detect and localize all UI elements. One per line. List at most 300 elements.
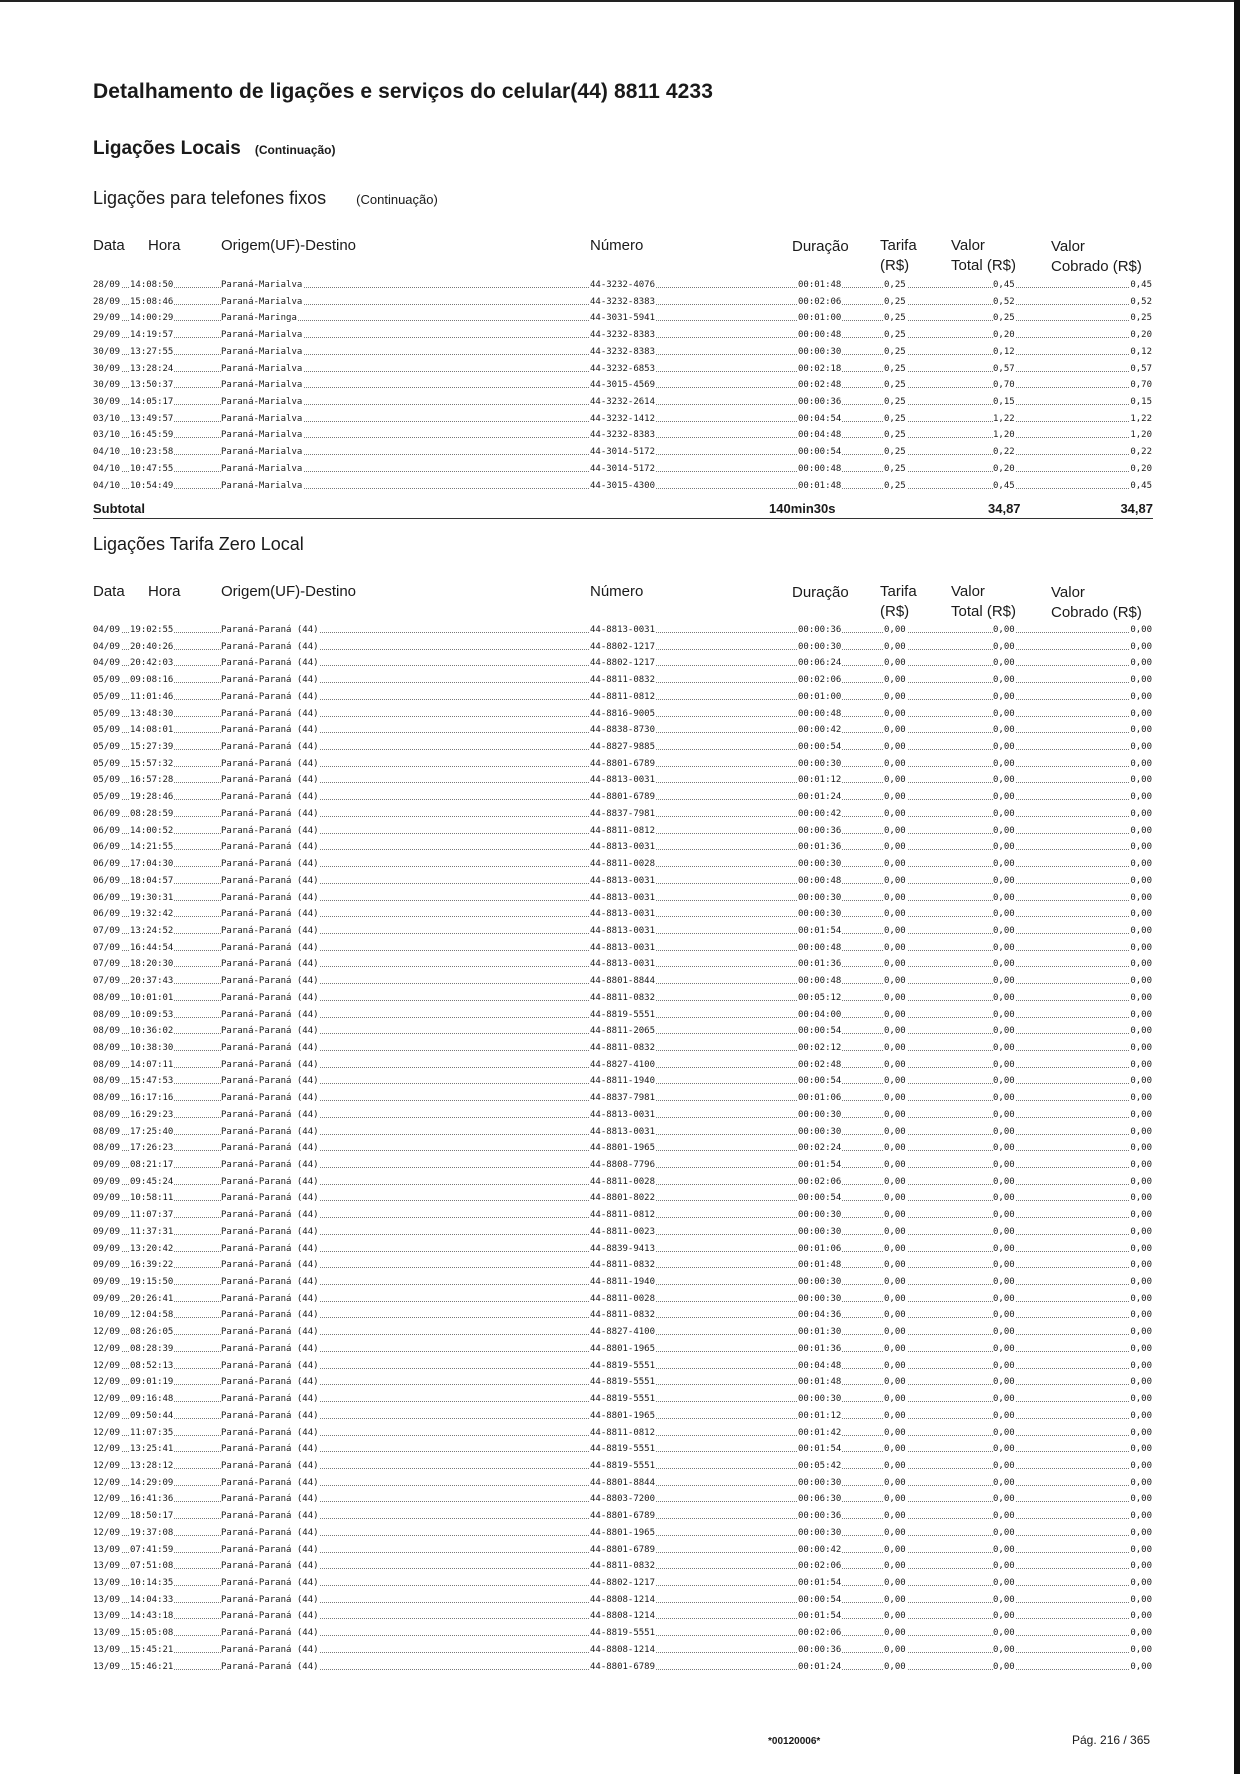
- cell-number: 44-8811-0812: [590, 825, 656, 836]
- cell-tariff: 0,00: [884, 1377, 906, 1388]
- cell-total: 0,57: [993, 363, 1015, 374]
- cell-time: 10:36:02: [130, 1026, 174, 1037]
- table-row: [93, 890, 1153, 907]
- cell-date: 12/09: [93, 1427, 121, 1438]
- cell-number: 44-8827-4100: [590, 1059, 656, 1070]
- cell-date: 03/10: [93, 413, 121, 424]
- cell-tariff: 0,00: [884, 1544, 906, 1555]
- cell-tariff: 0,25: [884, 430, 906, 441]
- cell-total: 0,25: [993, 313, 1015, 324]
- cell-tariff: 0,00: [884, 742, 906, 753]
- cell-tariff: 0,00: [884, 925, 906, 936]
- cell-charged: 0,00: [1130, 742, 1152, 753]
- table-row: [93, 1592, 1153, 1609]
- cell-date: 09/09: [93, 1243, 121, 1254]
- cell-date: 08/09: [93, 1109, 121, 1120]
- cell-date: 05/09: [93, 708, 121, 719]
- cell-number: 44-8811-2065: [590, 1026, 656, 1037]
- cell-time: 11:37:31: [130, 1226, 174, 1237]
- cell-date: 04/10: [93, 480, 121, 491]
- cell-time: 18:04:57: [130, 875, 174, 886]
- cell-time: 09:16:48: [130, 1394, 174, 1405]
- cell-charged: 0,00: [1130, 808, 1152, 819]
- cell-duration: 00:04:48: [798, 1360, 842, 1371]
- cell-duration: 00:04:48: [798, 430, 842, 441]
- cell-number: 44-3015-4300: [590, 480, 656, 491]
- cell-date: 05/09: [93, 725, 121, 736]
- cell-date: 05/09: [93, 742, 121, 753]
- cell-tariff: 0,00: [884, 959, 906, 970]
- cell-tariff: 0,00: [884, 1160, 906, 1170]
- cell-charged: 0,00: [1130, 1661, 1152, 1672]
- cell-duration: 00:04:54: [798, 413, 842, 424]
- cell-charged: 0,00: [1130, 825, 1152, 836]
- table-row: [93, 1140, 1153, 1157]
- cell-tariff: 0,25: [884, 363, 906, 374]
- cell-tariff: 0,00: [884, 792, 906, 803]
- cell-origin: Paraná-Paraná (44): [221, 708, 319, 719]
- cell-date: 08/09: [93, 1026, 121, 1037]
- table-row: [93, 956, 1153, 973]
- cell-total: 0,00: [993, 1327, 1015, 1338]
- cell-total: 0,00: [993, 992, 1015, 1003]
- cell-total: 0,00: [993, 1594, 1015, 1605]
- cell-time: 10:58:11: [130, 1193, 174, 1204]
- cell-time: 14:29:09: [130, 1477, 174, 1488]
- cell-charged: 0,00: [1130, 1126, 1152, 1137]
- cell-charged: 0,00: [1130, 675, 1152, 686]
- cell-time: 10:01:01: [130, 992, 174, 1003]
- cell-tariff: 0,00: [884, 1628, 906, 1639]
- cell-date: 10/09: [93, 1310, 121, 1321]
- cell-number: 44-8839-9413: [590, 1243, 656, 1254]
- cell-time: 19:15:50: [130, 1277, 174, 1288]
- cell-origin: Paraná-Paraná (44): [221, 1293, 319, 1304]
- cell-duration: 00:00:54: [798, 1594, 842, 1605]
- cell-tariff: 0,00: [884, 976, 906, 987]
- cell-origin: Paraná-Paraná (44): [221, 942, 319, 953]
- cell-charged: 0,00: [1130, 1042, 1152, 1053]
- cell-origin: Paraná-Paraná (44): [221, 691, 319, 702]
- table-row: [93, 1408, 1153, 1425]
- cell-duration: 00:01:48: [798, 280, 842, 290]
- tz-col-tarifa-1: Tarifa: [880, 583, 917, 600]
- cell-tariff: 0,25: [884, 413, 906, 424]
- cell-number: 44-8811-0832: [590, 1260, 656, 1271]
- cell-date: 12/09: [93, 1511, 121, 1522]
- table-row: [93, 739, 1153, 756]
- cell-origin: Paraná-Paraná (44): [221, 1611, 319, 1622]
- subtotal-duration: 140min30s: [769, 501, 836, 516]
- cell-number: 44-8811-1940: [590, 1277, 656, 1288]
- cell-charged: 0,00: [1130, 1444, 1152, 1455]
- cell-total: 0,00: [993, 859, 1015, 870]
- cell-date: 12/09: [93, 1394, 121, 1405]
- cell-tariff: 0,00: [884, 942, 906, 953]
- table-row: [93, 940, 1153, 957]
- cell-origin: Paraná-Paraná (44): [221, 992, 319, 1003]
- cell-total: 0,00: [993, 1176, 1015, 1187]
- cell-date: 29/09: [93, 313, 121, 324]
- cell-number: 44-8801-6789: [590, 1511, 656, 1522]
- table-row: [93, 1558, 1153, 1575]
- cell-date: 12/09: [93, 1377, 121, 1388]
- cell-origin: Paraná-Paraná (44): [221, 1377, 319, 1388]
- cell-total: 0,00: [993, 808, 1015, 819]
- table-row: [93, 1090, 1153, 1107]
- cell-origin: Paraná-Paraná (44): [221, 675, 319, 686]
- cell-date: 06/09: [93, 892, 121, 903]
- cell-time: 14:07:11: [130, 1059, 174, 1070]
- cell-tariff: 0,00: [884, 1277, 906, 1288]
- cell-duration: 00:02:06: [798, 1176, 842, 1187]
- table-row: [93, 1124, 1153, 1141]
- cell-charged: 0,00: [1130, 1594, 1152, 1605]
- cell-number: 44-8808-7796: [590, 1160, 656, 1170]
- cell-charged: 0,00: [1130, 1511, 1152, 1522]
- cell-time: 19:28:46: [130, 792, 174, 803]
- cell-origin: Paraná-Paraná (44): [221, 1143, 319, 1154]
- cell-total: 1,20: [993, 430, 1015, 441]
- cell-number: 44-3232-8383: [590, 330, 656, 341]
- cell-tariff: 0,00: [884, 1210, 906, 1221]
- table-row: [93, 973, 1153, 990]
- cell-charged: 0,00: [1130, 1310, 1152, 1321]
- cell-date: 06/09: [93, 859, 121, 870]
- cell-tariff: 0,00: [884, 1126, 906, 1137]
- cell-duration: 00:01:48: [798, 480, 842, 491]
- cell-number: 44-8803-7200: [590, 1494, 656, 1505]
- cell-date: 08/09: [93, 1126, 121, 1137]
- cell-duration: 00:01:42: [798, 1427, 842, 1438]
- page-title: Detalhamento de ligações e serviços do celular(44) 8811 4233: [93, 80, 713, 103]
- col-numero: Número: [590, 237, 644, 254]
- cell-time: 16:29:23: [130, 1109, 174, 1120]
- col-data: Data: [93, 237, 125, 254]
- cell-time: 10:14:35: [130, 1577, 174, 1588]
- cell-number: 44-3232-8383: [590, 430, 656, 441]
- table-row: [93, 689, 1153, 706]
- cell-charged: 0,00: [1130, 1410, 1152, 1421]
- fixos-title-text: Ligações para telefones fixos: [93, 188, 327, 208]
- table-row: [93, 923, 1153, 940]
- cell-duration: 00:00:30: [798, 859, 842, 870]
- cell-total: 0,00: [993, 1026, 1015, 1037]
- cell-number: 44-8811-0832: [590, 1310, 656, 1321]
- cell-duration: 00:00:30: [798, 892, 842, 903]
- cell-total: 0,00: [993, 1226, 1015, 1237]
- table-row: [93, 1040, 1153, 1057]
- cell-tariff: 0,00: [884, 1644, 906, 1655]
- tz-col-valor-cobrado-1: Valor: [1051, 584, 1085, 601]
- cell-total: 0,00: [993, 691, 1015, 702]
- table-row: [93, 1508, 1153, 1525]
- cell-origin: Paraná-Paraná (44): [221, 1093, 319, 1104]
- tz-col-hora: Hora: [148, 583, 181, 600]
- page-number: Pág. 216 / 365: [1072, 1733, 1151, 1747]
- cell-origin: Paraná-Paraná (44): [221, 1544, 319, 1555]
- cell-date: 04/09: [93, 658, 121, 669]
- cell-number: 44-8811-0028: [590, 1176, 656, 1187]
- cell-number: 44-8801-8844: [590, 976, 656, 987]
- cell-total: 0,00: [993, 1059, 1015, 1070]
- cell-duration: 00:00:30: [798, 1226, 842, 1237]
- table-row: [93, 1023, 1153, 1040]
- cell-duration: 00:02:24: [798, 1143, 842, 1154]
- tarifa-zero-table: [93, 622, 1153, 1675]
- cell-tariff: 0,00: [884, 1661, 906, 1672]
- cell-tariff: 0,25: [884, 397, 906, 408]
- cell-time: 14:19:57: [130, 330, 174, 341]
- cell-origin: Paraná-Paraná (44): [221, 1343, 319, 1354]
- cell-number: 44-8816-9005: [590, 708, 656, 719]
- cell-total: 0,00: [993, 1210, 1015, 1221]
- cell-tariff: 0,00: [884, 1310, 906, 1321]
- cell-date: 12/09: [93, 1494, 121, 1505]
- cell-time: 18:20:30: [130, 959, 174, 970]
- cell-tariff: 0,25: [884, 346, 906, 357]
- cell-number: 44-8827-9885: [590, 742, 656, 753]
- cell-time: 14:08:50: [130, 280, 174, 290]
- cell-date: 05/09: [93, 792, 121, 803]
- cell-date: 30/09: [93, 380, 121, 391]
- cell-origin: Paraná-Paraná (44): [221, 1661, 319, 1672]
- cell-duration: 00:00:30: [798, 1126, 842, 1137]
- cell-tariff: 0,00: [884, 1394, 906, 1405]
- cell-origin: Paraná-Paraná (44): [221, 725, 319, 736]
- subtotal-cobrado: 34,87: [1120, 501, 1153, 516]
- tz-col-valor-cobrado: [1051, 583, 1142, 623]
- table-row: [93, 1274, 1153, 1291]
- table-row: [93, 444, 1153, 461]
- cell-origin: Paraná-Paraná (44): [221, 909, 319, 920]
- cell-charged: 0,00: [1130, 1427, 1152, 1438]
- col-tarifa-1: Tarifa: [880, 237, 917, 254]
- cell-charged: 0,12: [1130, 346, 1152, 357]
- table-row: [93, 622, 1153, 639]
- cell-number: 44-8819-5551: [590, 1460, 656, 1471]
- cell-number: 44-8811-0812: [590, 1210, 656, 1221]
- cell-total: 0,00: [993, 1427, 1015, 1438]
- cell-total: 0,00: [993, 825, 1015, 836]
- cell-tariff: 0,25: [884, 313, 906, 324]
- table-row: [93, 1475, 1153, 1492]
- cell-time: 13:48:30: [130, 708, 174, 719]
- cell-time: 17:26:23: [130, 1143, 174, 1154]
- cell-total: 0,00: [993, 1042, 1015, 1053]
- cell-origin: Paraná-Paraná (44): [221, 1644, 319, 1655]
- cell-tariff: 0,00: [884, 1059, 906, 1070]
- cell-total: 0,20: [993, 463, 1015, 474]
- tz-col-tarifa-2: (R$): [880, 603, 910, 620]
- cell-origin: Paraná-Paraná (44): [221, 1042, 319, 1053]
- section-title-text: Ligações Locais: [93, 138, 241, 159]
- cell-tariff: 0,00: [884, 1511, 906, 1522]
- cell-date: 12/09: [93, 1410, 121, 1421]
- cell-origin: Paraná-Marialva: [221, 463, 303, 474]
- table-row: [93, 1659, 1153, 1676]
- cell-time: 14:43:18: [130, 1611, 174, 1622]
- cell-charged: 0,00: [1130, 1093, 1152, 1104]
- cell-duration: 00:00:30: [798, 909, 842, 920]
- cell-origin: Paraná-Paraná (44): [221, 1511, 319, 1522]
- table-row: [93, 394, 1153, 411]
- cell-date: 04/10: [93, 463, 121, 474]
- cell-date: 13/09: [93, 1661, 121, 1672]
- cell-date: 04/10: [93, 447, 121, 458]
- cell-date: 09/09: [93, 1226, 121, 1237]
- cell-number: 44-8811-1940: [590, 1076, 656, 1087]
- cell-duration: 00:00:54: [798, 1193, 842, 1204]
- col-valor-total: [951, 236, 1016, 276]
- cell-duration: 00:00:30: [798, 758, 842, 769]
- cell-duration: 00:00:36: [798, 1511, 842, 1522]
- cell-number: 44-8813-0031: [590, 775, 656, 786]
- cell-duration: 00:01:06: [798, 1093, 842, 1104]
- cell-origin: Paraná-Marialva: [221, 397, 303, 408]
- cell-date: 30/09: [93, 346, 121, 357]
- table-row: [93, 1257, 1153, 1274]
- table-row: [93, 1542, 1153, 1559]
- cell-duration: 00:01:54: [798, 1577, 842, 1588]
- cell-origin: Paraná-Paraná (44): [221, 641, 319, 652]
- cell-number: 44-8808-1214: [590, 1644, 656, 1655]
- cell-time: 15:57:32: [130, 758, 174, 769]
- tz-col-numero: Número: [590, 583, 644, 600]
- cell-total: 0,00: [993, 1644, 1015, 1655]
- cell-total: 0,00: [993, 1477, 1015, 1488]
- table-row: [93, 361, 1153, 378]
- cell-time: 08:28:59: [130, 808, 174, 819]
- table-row: [93, 1073, 1153, 1090]
- cell-total: 0,00: [993, 708, 1015, 719]
- cell-time: 09:45:24: [130, 1176, 174, 1187]
- cell-charged: 0,00: [1130, 1009, 1152, 1020]
- cell-origin: Paraná-Paraná (44): [221, 1628, 319, 1639]
- cell-duration: 00:01:54: [798, 925, 842, 936]
- cell-number: 44-8811-0023: [590, 1226, 656, 1237]
- table-row: [93, 1374, 1153, 1391]
- cell-charged: 0,00: [1130, 792, 1152, 803]
- cell-number: 44-8808-1214: [590, 1594, 656, 1605]
- cell-time: 20:37:43: [130, 976, 174, 987]
- cell-total: 0,20: [993, 330, 1015, 341]
- cell-tariff: 0,00: [884, 625, 906, 635]
- cell-tariff: 0,00: [884, 758, 906, 769]
- cell-total: 0,52: [993, 296, 1015, 307]
- cell-total: 0,00: [993, 1360, 1015, 1371]
- cell-time: 15:47:53: [130, 1076, 174, 1087]
- cell-total: 0,15: [993, 397, 1015, 408]
- table-row: [93, 639, 1153, 656]
- cell-tariff: 0,00: [884, 892, 906, 903]
- cell-charged: 0,00: [1130, 1611, 1152, 1622]
- cell-charged: 0,00: [1130, 1143, 1152, 1154]
- cell-total: 0,00: [993, 1076, 1015, 1087]
- cell-duration: 00:00:48: [798, 875, 842, 886]
- table-row: [93, 1224, 1153, 1241]
- cell-time: 11:07:35: [130, 1427, 174, 1438]
- cell-time: 14:00:29: [130, 313, 174, 324]
- cell-duration: 00:00:48: [798, 463, 842, 474]
- cell-time: 14:08:01: [130, 725, 174, 736]
- cell-tariff: 0,00: [884, 859, 906, 870]
- cell-duration: 00:04:00: [798, 1009, 842, 1020]
- cell-charged: 0,00: [1130, 1059, 1152, 1070]
- cell-total: 0,00: [993, 775, 1015, 786]
- cell-origin: Paraná-Paraná (44): [221, 742, 319, 753]
- cell-duration: 00:02:06: [798, 1561, 842, 1572]
- cell-duration: 00:06:30: [798, 1494, 842, 1505]
- cell-date: 08/09: [93, 1093, 121, 1104]
- cell-total: 0,00: [993, 1109, 1015, 1120]
- table-row: [93, 1157, 1153, 1174]
- col-tarifa-2: (R$): [880, 257, 910, 274]
- cell-origin: Paraná-Paraná (44): [221, 1577, 319, 1588]
- cell-origin: Paraná-Paraná (44): [221, 892, 319, 903]
- cell-tariff: 0,00: [884, 691, 906, 702]
- cell-charged: 0,00: [1130, 1076, 1152, 1087]
- cell-time: 14:05:17: [130, 397, 174, 408]
- cell-number: 44-3232-8383: [590, 296, 656, 307]
- table-row: [93, 839, 1153, 856]
- cell-time: 09:01:19: [130, 1377, 174, 1388]
- cell-total: 0,00: [993, 1243, 1015, 1254]
- cell-tariff: 0,00: [884, 658, 906, 669]
- cell-date: 08/09: [93, 1009, 121, 1020]
- tz-col-valor-total-1: Valor: [951, 583, 985, 600]
- cell-number: 44-8801-1965: [590, 1143, 656, 1154]
- cell-time: 13:28:24: [130, 363, 174, 374]
- subtotal-total: 34,87: [988, 501, 1021, 516]
- cell-time: 15:45:21: [130, 1644, 174, 1655]
- cell-total: 0,22: [993, 447, 1015, 458]
- cell-number: 44-8811-0832: [590, 1042, 656, 1053]
- subtotal-row: [93, 500, 1153, 519]
- cell-duration: 00:01:48: [798, 1260, 842, 1271]
- cell-total: 0,45: [993, 480, 1015, 491]
- cell-number: 44-8802-1217: [590, 1577, 656, 1588]
- cell-date: 03/10: [93, 430, 121, 441]
- cell-number: 44-8801-1965: [590, 1527, 656, 1538]
- section-title: [93, 138, 336, 160]
- cell-charged: 0,00: [1130, 1544, 1152, 1555]
- section-note: (Continuação): [254, 143, 336, 157]
- cell-tariff: 0,00: [884, 1026, 906, 1037]
- table-row: [93, 722, 1153, 739]
- cell-number: 44-8801-6789: [590, 1661, 656, 1672]
- cell-origin: Paraná-Paraná (44): [221, 1494, 319, 1505]
- cell-number: 44-3031-5941: [590, 313, 656, 324]
- cell-total: 0,00: [993, 742, 1015, 753]
- cell-time: 07:51:08: [130, 1561, 174, 1572]
- cell-origin: Paraná-Paraná (44): [221, 1394, 319, 1405]
- col-valor-cobrado-2: Cobrado (R$): [1051, 258, 1142, 275]
- table-row: [93, 1525, 1153, 1542]
- cell-tariff: 0,00: [884, 1444, 906, 1455]
- cell-total: 0,00: [993, 758, 1015, 769]
- cell-tariff: 0,00: [884, 875, 906, 886]
- cell-time: 09:50:44: [130, 1410, 174, 1421]
- cell-duration: 00:00:42: [798, 725, 842, 736]
- cell-date: 05/09: [93, 675, 121, 686]
- cell-date: 09/09: [93, 1210, 121, 1221]
- cell-duration: 00:02:18: [798, 363, 842, 374]
- cell-charged: 0,00: [1130, 859, 1152, 870]
- cell-origin: Paraná-Paraná (44): [221, 1427, 319, 1438]
- table-row: [93, 1642, 1153, 1659]
- cell-total: 0,00: [993, 1143, 1015, 1154]
